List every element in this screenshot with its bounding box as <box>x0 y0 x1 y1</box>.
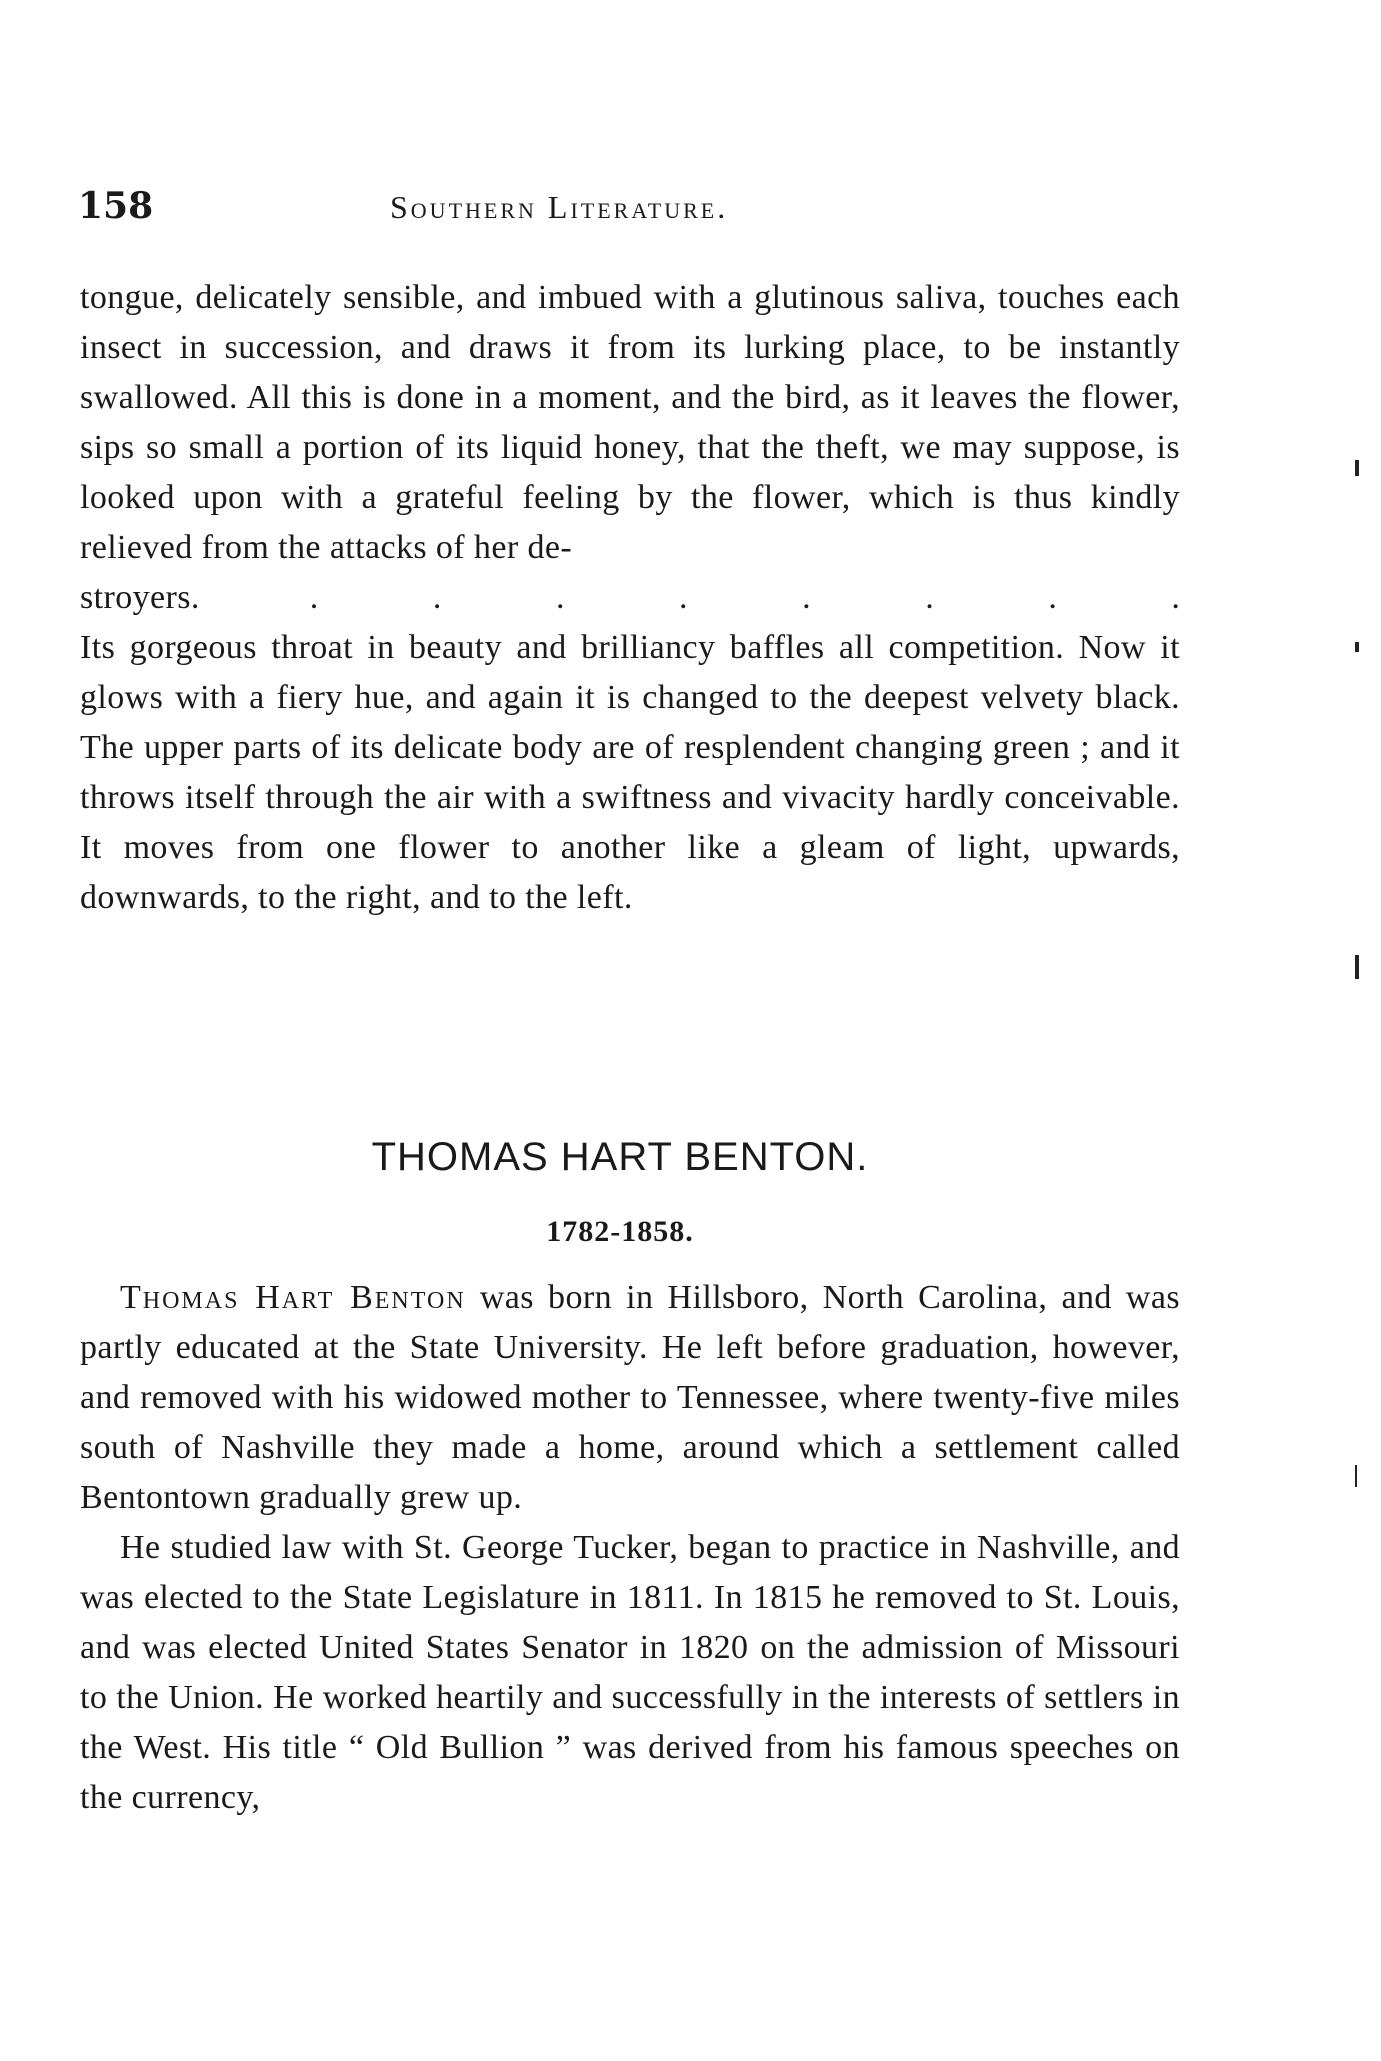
bio-subject-name: Thomas Hart Benton <box>120 1279 466 1316</box>
paragraph-hummingbird-throat: Its gorgeous throat in beauty and brilliancy baffles all competition. Now it glows with a fiery hue, and again it is changed to the deepest velvety black. The upper parts of its delicate body are of resplendent changing green ; and it throws itself through the air with a swiftness and vivacity hardly conceivable. It moves from one flower to another like a gleam of light, upwards, downwards, to the right, and to the left. <box>80 629 1180 916</box>
ellipsis-dot: . <box>925 579 934 616</box>
ellipsis-dot: . <box>432 579 442 616</box>
margin-speck <box>1355 955 1359 979</box>
ellipsis-dot: . <box>555 579 565 616</box>
page-number: 158 <box>78 185 154 227</box>
ellipsis-dot: . <box>802 579 811 616</box>
ellipsis-dot: . <box>1048 579 1057 616</box>
ellipsis-dots <box>310 573 1180 623</box>
section-title: THOMAS HART BENTON. <box>371 1135 869 1179</box>
ellipsis-dot: . <box>1171 579 1180 616</box>
margin-speck <box>1355 460 1359 476</box>
paragraph-end-word: stroyers. <box>80 579 200 616</box>
bio-paragraph-1 <box>80 1273 1180 1523</box>
margin-speck <box>1355 642 1359 652</box>
bio-paragraph-2: He studied law with St. George Tucker, began to practice in Nashville, and was elected to the State Legislature in 1811. In 1815 he removed to St. Louis, and was elected United States Senator in 1820 on the admission of Missouri to the Union. He worked heartily and successfully in the interests of settlers in the West. His title “ Old Bullion ” was derived from his famous speeches on the currency, <box>80 1529 1180 1816</box>
section-dates: 1782-1858. <box>546 1215 694 1248</box>
ellipsis-dot: . <box>679 579 688 616</box>
paragraph-hummingbird-feeding: tongue, delicately sensible, and imbued with a glutinous saliva, touches each insect in succession, and draws it from its lurking place, to be instantly swallowed. All this is done in a moment, and the bird, as it leaves the flower, sips so small a portion of its liquid honey, that the theft, we may suppose, is looked upon with a grateful feeling by the flower, which is thus kindly relieved from the attacks of her de- <box>80 279 1180 566</box>
running-head: Southern Literature. <box>390 189 729 225</box>
margin-speck <box>1355 1465 1357 1487</box>
continued-passage <box>80 273 1180 923</box>
biography-passage <box>80 1273 1180 1823</box>
ellipsis-dot: . <box>309 579 319 616</box>
page-header <box>78 185 1178 235</box>
bio-paragraph-1-text: was born in Hillsboro, North Carolina, and was partly educated at the State University. He left before graduation, however, and removed with his widowed mother to Tennessee, where twenty-five miles south of Nashville they made a home, around which a settlement called Bentontown gradually grew up. <box>80 1279 1180 1516</box>
ellipsis-line <box>80 573 1180 623</box>
